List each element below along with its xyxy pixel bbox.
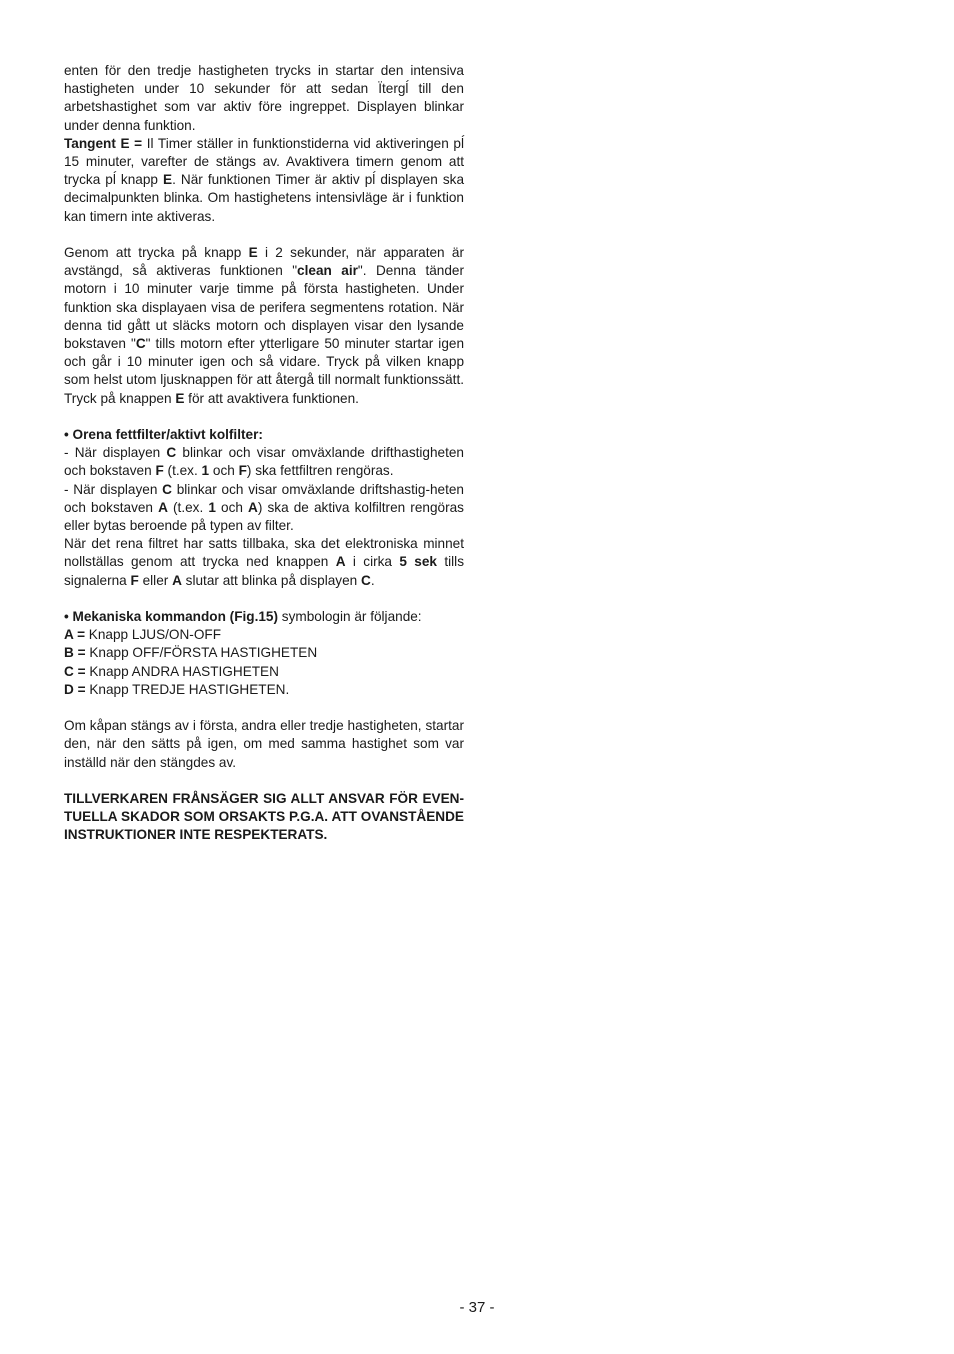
mech-item-d: D = Knapp TREDJE HASTIGHETEN. bbox=[64, 681, 290, 697]
text-column bbox=[64, 62, 464, 845]
mech-heading: • Mekaniska kommandon (Fig.15) symbologin är följande: bbox=[64, 609, 422, 625]
paragraph-clean-air: Genom att trycka på knapp E i 2 sekunder, när apparaten är avstängd, så aktiveras funktionen "clean air". Denna tänder motorn i 10 minuter varje timme på första hastigheten. Under funktion ska displayaen visa de perifera segmentens rotation. När denna tid gått ut släcks motorn och displayen visar den lysande bokstaven "C" tills motorn efter ytterligare 50 minuter startar igen och går i 10 minuter igen och så vidare. Tryck på vilken knapp som helst utom ljusknappen för att återgå till normalt funktionssätt. Tryck på knappen E för att avaktivera funktionen. bbox=[64, 245, 465, 406]
disclaimer: TILLVERKAREN FRÅNSÄGER SIG ALLT ANSVAR FÖR EVEN-TUELLA SKADOR SOM ORSAKTS P.G.A. ATT OVANSTÅENDE INSTRUKTIONER INTE RESPEKTERATS. bbox=[64, 791, 464, 843]
mech-item-b: B = Knapp OFF/FÖRSTA HASTIGHETEN bbox=[64, 645, 318, 661]
mech-item-c: C = Knapp ANDRA HASTIGHETEN bbox=[64, 663, 279, 679]
paragraph-timer: Tangent E = Il Timer ställer in funktionstiderna vid aktiveringen pĺ 15 minuter, varefter de stängs av. Avaktivera timern genom att trycka pĺ knapp E. När funktionen Timer är aktiv pĺ displayen ska decimalpunkten blinka. Om hastighetens intensivläge är i funktion kan timern inte aktiveras. bbox=[64, 135, 464, 224]
filter-line-carbon: - När displayen C blinkar och visar omväxlande driftshastig-heten och bokstaven A (t.ex. 1 och A) ska de aktiva kolfiltren rengöras eller bytas beroende på typen av filter. bbox=[64, 481, 464, 534]
mech-item-a: A = Knapp LJUS/ON-OFF bbox=[64, 627, 222, 643]
paragraph-intensive: enten för den tredje hastigheten trycks in startar den intensiva hastigheten under 10 sekunder för att sedan Ïtergĺ till den arbetshastighet som var aktiv före ingreppet. Displayen blinkar under denna funktion. bbox=[64, 63, 464, 133]
filter-line-reset: När det rena filtret har satts tillbaka, ska det elektroniska minnet nollställas genom att trycka ned knappen A i cirka 5 sek tills signalerna F eller A slutar att blinka på displayen C. bbox=[64, 536, 464, 588]
page-number: - 37 - bbox=[459, 1299, 495, 1316]
paragraph-speed-memory: Om kåpan stängs av i första, andra eller tredje hastigheten, startar den, när den sätts på igen, om med samma hastighet som var inställd när den stängdes av. bbox=[64, 718, 464, 770]
filter-line-grease: - När displayen C blinkar och visar omväxlande drifthastigheten och bokstaven F (t.ex. 1 och F) ska fettfiltren rengöras. bbox=[64, 445, 464, 479]
filter-heading: • Orena fettfilter/aktivt kolfilter: bbox=[64, 427, 263, 443]
